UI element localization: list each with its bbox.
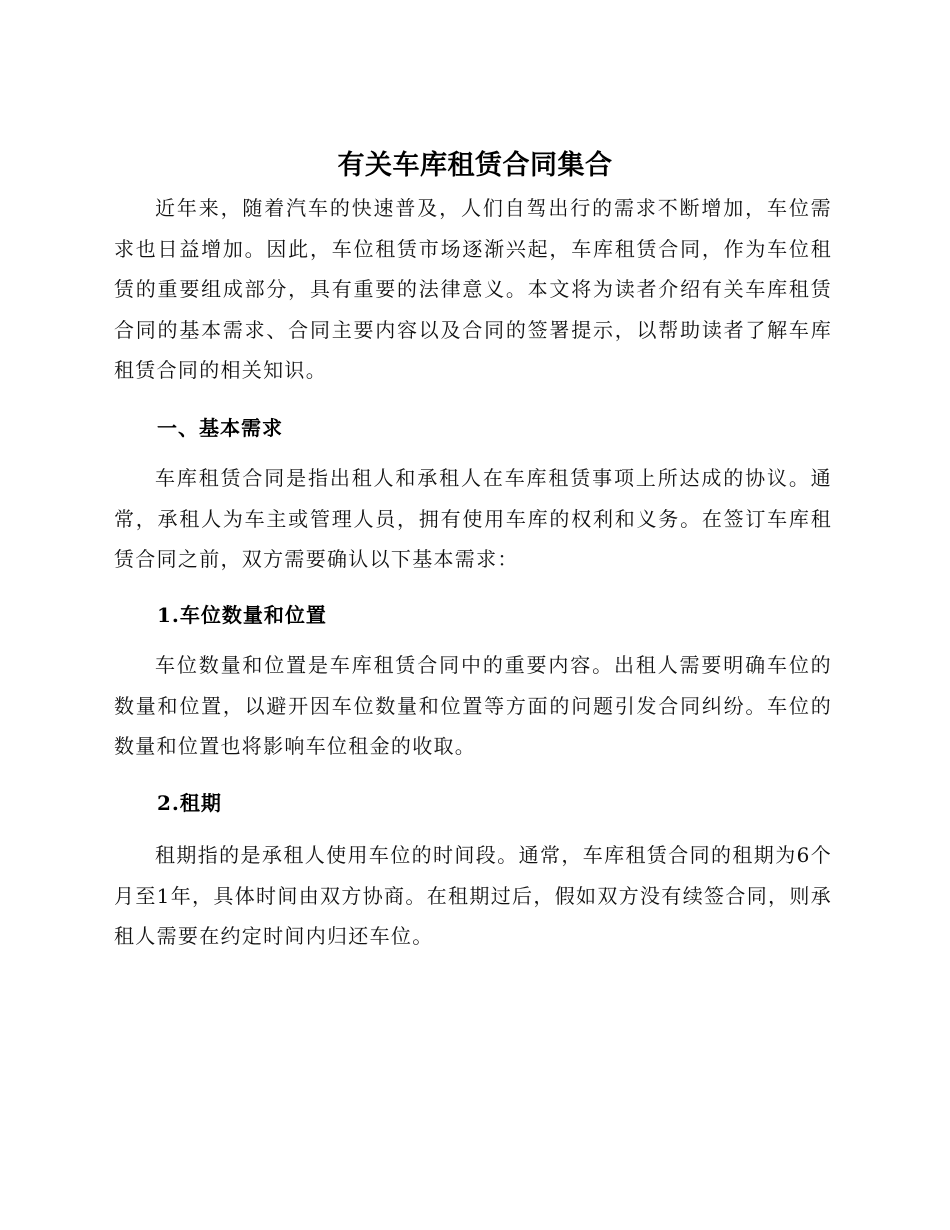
parking-quantity-location-paragraph: 车位数量和位置是车库租赁合同中的重要内容。出租人需要明确车位的数量和位置，以避开因车位数量和位置等方面的问题引发合同纠纷。车位的数量和位置也将影响车位租金的收取。 — [114, 653, 832, 758]
basic-requirements-paragraph: 车库租赁合同是指出租人和承租人在车库租赁事项上所达成的协议。通常，承租人为车主或管理人员，拥有使用车库的权利和义务。在签订车库租赁合同之前，双方需要确认以下基本需求： — [114, 466, 832, 571]
subsection-heading-parking-quantity-location: 1.车位数量和位置 — [157, 603, 327, 627]
intro-paragraph: 近年来，随着汽车的快速普及，人们自驾出行的需求不断增加，车位需求也日益增加。因此，车位租赁市场逐渐兴起，车库租赁合同，作为车位租赁的重要组成部分，具有重要的法律意义。本文将为读者介绍有关车库租赁合同的基本需求、合同主要内容以及合同的签署提示，以帮助读者了解车库租赁合同的相关知识。 — [114, 196, 832, 382]
section-heading-basic-requirements: 一、基本需求 — [157, 416, 283, 440]
lease-term-paragraph: 租期指的是承租人使用车位的时间段。通常，车库租赁合同的租期为6个月至1年，具体时间由双方协商。在租期过后，假如双方没有续签合同，则承租人需要在约定时间内归还车位。 — [114, 843, 832, 948]
subsection-heading-lease-term: 2.租期 — [157, 791, 222, 815]
document-title: 有关车库租赁合同集合 — [337, 150, 613, 181]
